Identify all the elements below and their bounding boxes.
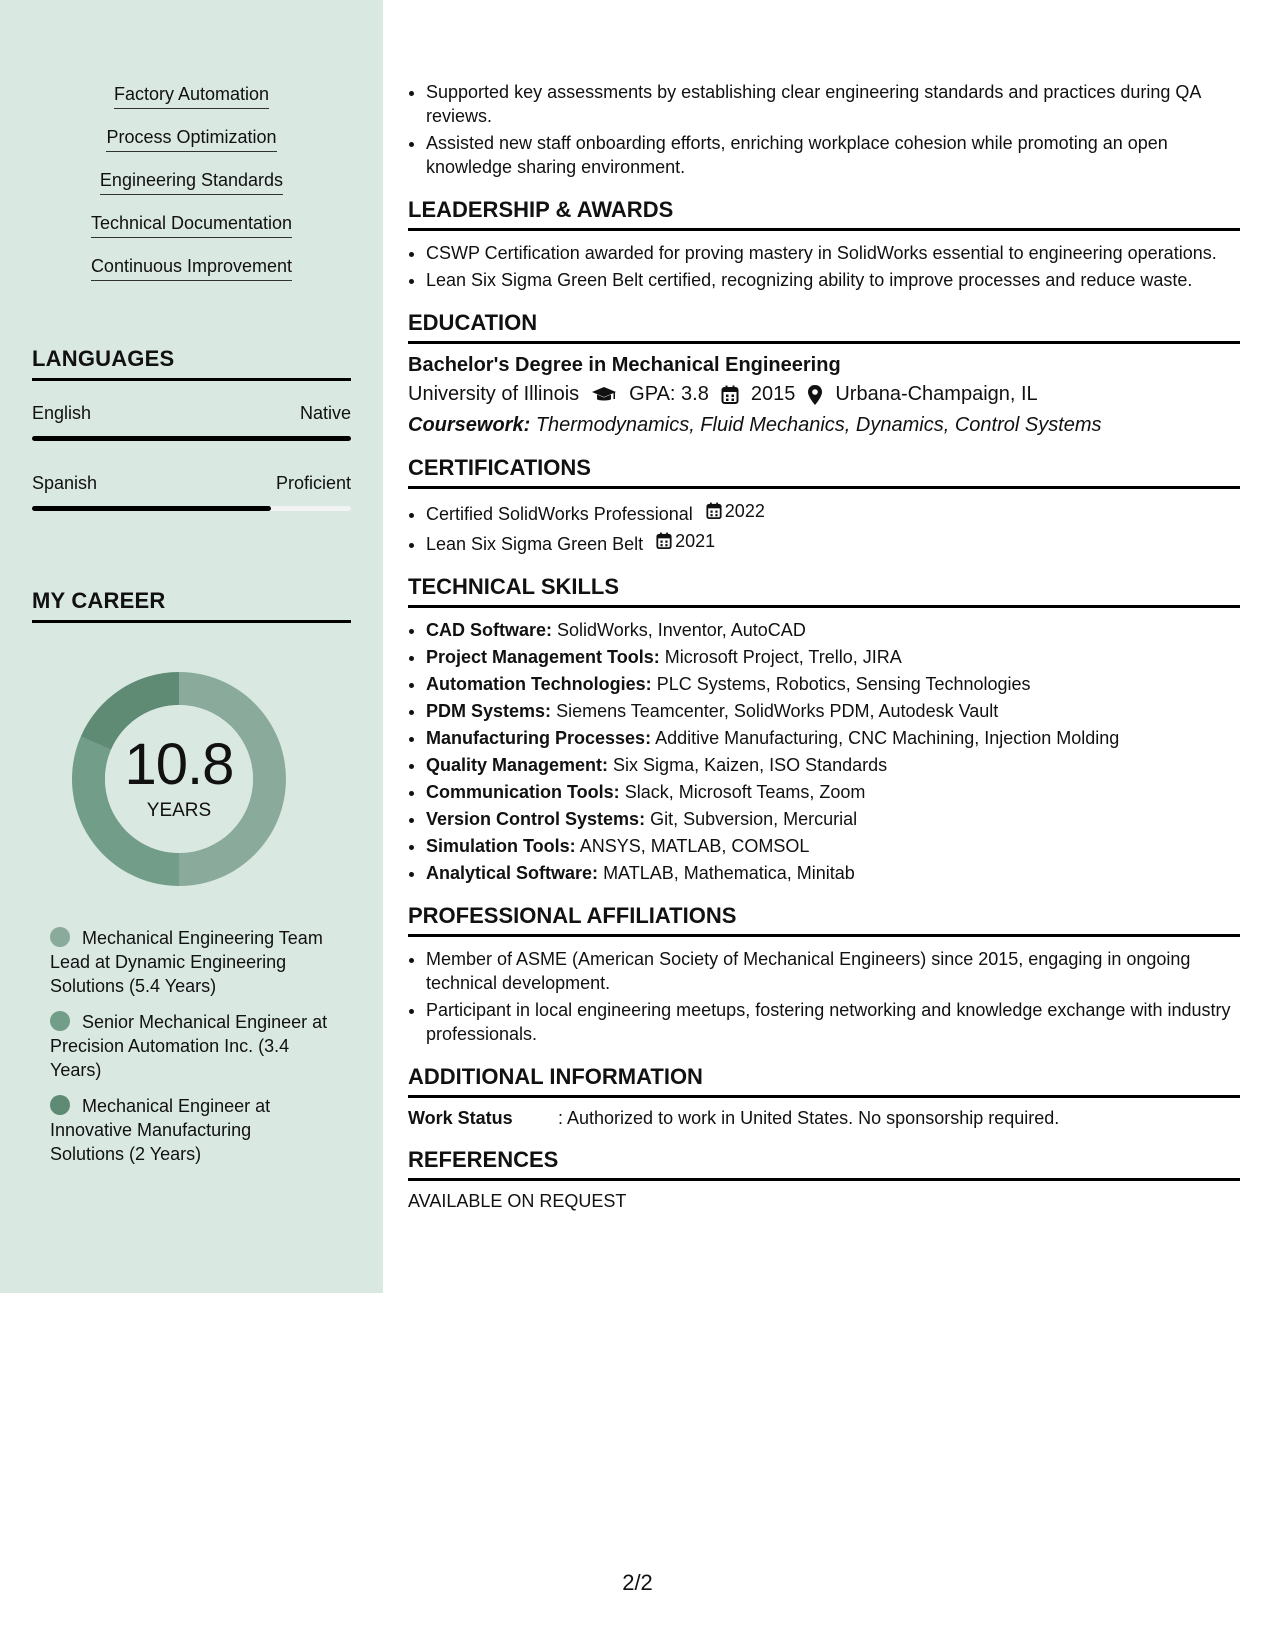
- career-item-text: Mechanical Engineering Team Lead at Dynamic Engineering Solutions (5.4 Years): [50, 928, 323, 996]
- language-item: [32, 403, 351, 441]
- skills-list: [32, 84, 351, 299]
- list-item: [426, 753, 1240, 777]
- skill-label: CAD Software:: [426, 620, 553, 640]
- list-item: [426, 807, 1240, 831]
- sidebar: [0, 0, 383, 1293]
- career-total-value: 10.8: [124, 732, 234, 797]
- language-level: Proficient: [275, 473, 351, 493]
- list-item: [426, 699, 1240, 723]
- skill-tag: Engineering Standards: [100, 170, 283, 195]
- skill-label: Project Management Tools:: [426, 647, 660, 667]
- certifications-heading: CERTIFICATIONS: [408, 455, 1240, 489]
- skill-label: Simulation Tools:: [426, 836, 576, 856]
- skill-value: PLC Systems, Robotics, Sensing Technologies: [656, 674, 1031, 694]
- skill-value: SolidWorks, Inventor, AutoCAD: [557, 620, 806, 640]
- calendar-icon: [656, 532, 672, 550]
- skill-label: Quality Management:: [426, 755, 609, 775]
- education-degree: Bachelor's Degree in Mechanical Engineering: [408, 354, 841, 376]
- graduation-cap-icon: [591, 385, 617, 405]
- leadership-heading: LEADERSHIP & AWARDS: [408, 197, 1240, 231]
- language-bar: [32, 436, 351, 441]
- map-pin-icon: [807, 384, 823, 406]
- education-coursework: [408, 414, 1240, 437]
- list-item: [426, 529, 1240, 556]
- language-level: Native: [299, 403, 351, 423]
- main-content: [408, 80, 1240, 1212]
- list-item: [426, 499, 1240, 526]
- skill-value: Git, Subversion, Mercurial: [650, 809, 858, 829]
- skill-label: Analytical Software:: [426, 863, 599, 883]
- career-dot-icon: [50, 927, 70, 947]
- career-item: [50, 1010, 330, 1082]
- work-status-row: [408, 1108, 1240, 1129]
- career-total-unit: YEARS: [146, 800, 212, 821]
- skill-label: Version Control Systems:: [426, 809, 646, 829]
- languages-heading: LANGUAGES: [32, 346, 351, 381]
- career-donut: [66, 666, 292, 892]
- career-item-text: Mechanical Engineer at Innovative Manufacturing Solutions (2 Years): [50, 1096, 271, 1164]
- skill-value: Slack, Microsoft Teams, Zoom: [624, 782, 866, 802]
- language-bar-fill: [32, 436, 351, 441]
- certifications-list: [408, 499, 1240, 556]
- skill-label: Automation Technologies:: [426, 674, 652, 694]
- skill-value: ANSYS, MATLAB, COMSOL: [579, 836, 810, 856]
- list-item: [426, 726, 1240, 750]
- references-heading: REFERENCES: [408, 1147, 1240, 1181]
- list-item: [426, 861, 1240, 885]
- work-status-label: Work Status: [408, 1108, 513, 1128]
- page-number: 2/2: [622, 1570, 653, 1595]
- education-heading: EDUCATION: [408, 310, 1240, 344]
- cert-year: 2022: [724, 501, 765, 521]
- cert-year: 2021: [675, 531, 716, 551]
- language-bar-fill: [32, 506, 271, 511]
- education-gpa: GPA: 3.8: [629, 383, 709, 405]
- education-school: University of Illinois: [408, 383, 580, 405]
- skill-tag: Technical Documentation: [91, 213, 292, 238]
- career-heading: MY CAREER: [32, 588, 351, 623]
- skill-tag: Process Optimization: [106, 127, 276, 152]
- career-list: [50, 926, 330, 1178]
- list-item: [426, 834, 1240, 858]
- skill-value: Siemens Teamcenter, SolidWorks PDM, Autodesk Vault: [556, 701, 999, 721]
- affiliations-heading: PROFESSIONAL AFFILIATIONS: [408, 903, 1240, 937]
- skill-tag: Continuous Improvement: [91, 256, 292, 281]
- skill-label: Communication Tools:: [426, 782, 620, 802]
- skill-value: Additive Manufacturing, CNC Machining, Injection Molding: [655, 728, 1120, 748]
- list-item: • Lean Six Sigma Green Belt certified, recognizing ability to improve processes and reduce waste.: [426, 268, 1240, 292]
- technical-skills-list: [408, 618, 1240, 885]
- cert-name: Lean Six Sigma Green Belt: [426, 534, 644, 554]
- list-item: • Assisted new staff onboarding efforts, enriching workplace cohesion while promoting an open knowledge sharing environment.: [426, 131, 1240, 179]
- affiliations-list: [408, 947, 1240, 1046]
- leadership-list: [408, 241, 1240, 292]
- skill-label: PDM Systems:: [426, 701, 552, 721]
- list-item: [426, 672, 1240, 696]
- career-dot-icon: [50, 1011, 70, 1031]
- calendar-icon: [706, 502, 722, 520]
- education-location: Urbana-Champaign, IL: [835, 383, 1038, 405]
- language-item: [32, 473, 351, 511]
- career-item: [50, 1094, 330, 1166]
- calendar-icon: [721, 385, 739, 405]
- coursework-text: Thermodynamics, Fluid Mechanics, Dynamics, Control Systems: [535, 414, 1102, 436]
- references-text: AVAILABLE ON REQUEST: [408, 1191, 627, 1211]
- list-item: [426, 645, 1240, 669]
- experience-bullets: [408, 80, 1240, 179]
- work-status-value: : Authorized to work in United States. No sponsorship required.: [558, 1108, 1060, 1128]
- career-item-text: Senior Mechanical Engineer at Precision Automation Inc. (3.4 Years): [50, 1012, 328, 1080]
- technical-skills-heading: TECHNICAL SKILLS: [408, 574, 1240, 608]
- skill-value: Microsoft Project, Trello, JIRA: [664, 647, 902, 667]
- list-item: • Supported key assessments by establishing clear engineering standards and practices during QA reviews.: [426, 80, 1240, 128]
- skill-value: Six Sigma, Kaizen, ISO Standards: [613, 755, 888, 775]
- skill-label: Manufacturing Processes:: [426, 728, 652, 748]
- language-name: English: [32, 403, 92, 423]
- skill-value: MATLAB, Mathematica, Minitab: [603, 863, 855, 883]
- education-meta: [408, 383, 1240, 406]
- list-item: • Member of ASME (American Society of Mechanical Engineers) since 2015, engaging in ongoing technical development.: [426, 947, 1240, 995]
- skill-tag: Factory Automation: [114, 84, 269, 109]
- languages-section: [32, 346, 351, 511]
- education-year: 2015: [750, 383, 796, 405]
- language-name: Spanish: [32, 473, 98, 493]
- coursework-label: Coursework:: [408, 414, 531, 436]
- additional-info-heading: ADDITIONAL INFORMATION: [408, 1064, 1240, 1098]
- list-item: [426, 780, 1240, 804]
- list-item: • CSWP Certification awarded for proving mastery in SolidWorks essential to engineering operations.: [426, 241, 1240, 265]
- career-dot-icon: [50, 1095, 70, 1115]
- list-item: • Participant in local engineering meetups, fostering networking and knowledge exchange with industry professionals.: [426, 998, 1240, 1046]
- career-item: [50, 926, 330, 998]
- list-item: [426, 618, 1240, 642]
- language-bar: [32, 506, 351, 511]
- cert-name: Certified SolidWorks Professional: [426, 504, 693, 524]
- career-section: [32, 588, 351, 1164]
